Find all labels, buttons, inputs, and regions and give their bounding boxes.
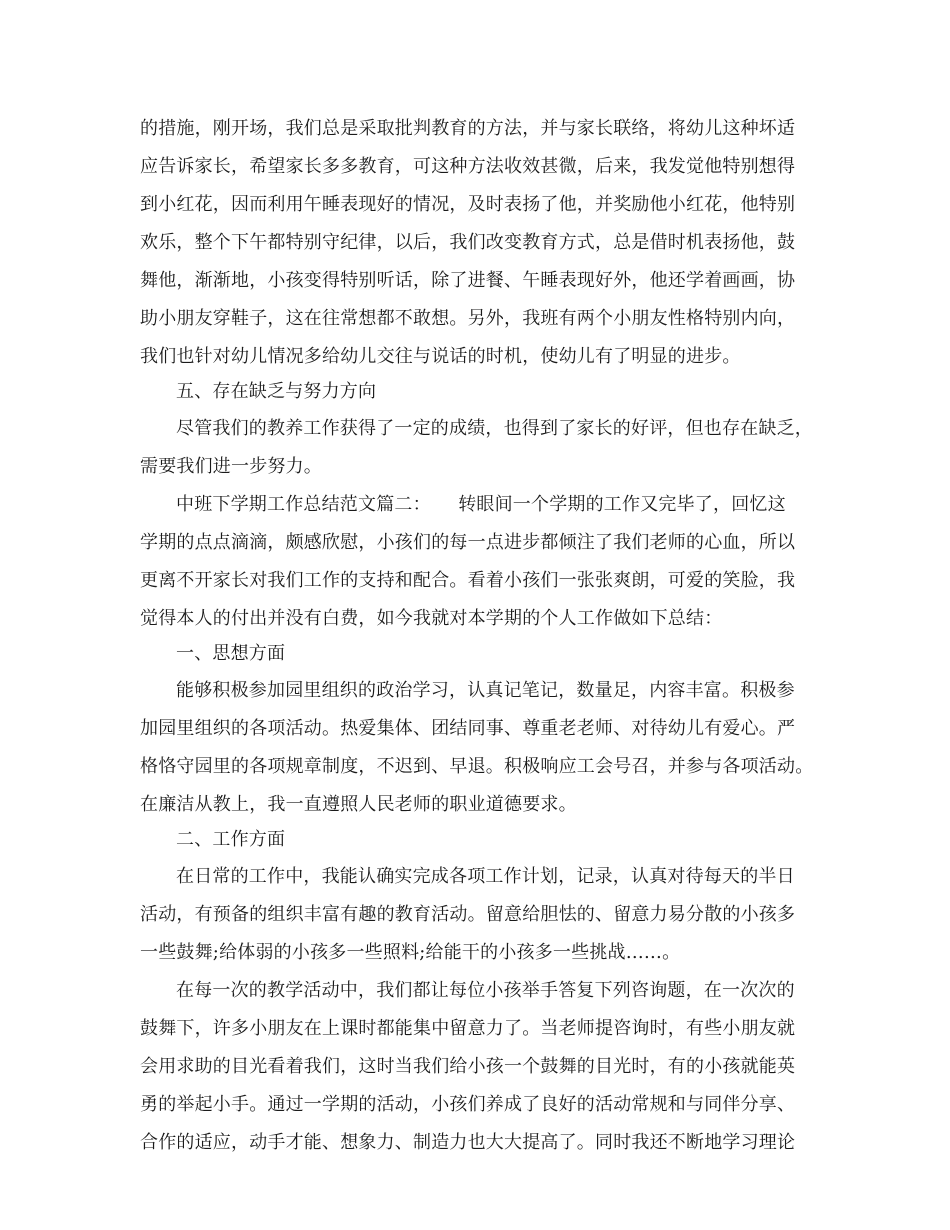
paragraph-line: 尽管我们的教养工作获得了一定的成绩，也得到了家长的好评，但也存在缺乏， (176, 418, 813, 439)
section-heading: 五、存在缺乏与努力方向 (176, 381, 377, 402)
paragraph-line: 助小朋友穿鞋子，这在往常想都不敢想。另外，我班有两个小朋友性格特别内向， (140, 308, 796, 329)
paragraph-line: 我们也针对幼儿情况多给幼儿交往与说话的时机，使幼儿有了明显的进步。 (140, 346, 741, 367)
paragraph-line: 在每一次的教学活动中，我们都让每位小孩举手答复下列咨询题，在一次次的 (176, 980, 795, 1001)
paragraph-line: 舞他，渐渐地，小孩变得特别听话，除了进餐、午睡表现好外，他还学着画画，协 (140, 270, 796, 291)
paragraph-line: 需要我们进一步努力。 (140, 456, 322, 477)
paragraph-line: 合作的适应，动手才能、想象力、制造力也大大提高了。同时我还不断地学习理论 (140, 1132, 796, 1153)
section-heading: 二、工作方面 (176, 829, 286, 850)
paragraph-line: 到小红花，因而利用午睡表现好的情况，及时表扬了他，并奖励他小红花，他特别 (140, 194, 796, 215)
paragraph-line: 学期的点点滴滴，颇感欣慰，小孩们的每一点进步都倾注了我们老师的心血，所以 (140, 532, 796, 553)
paragraph-line: 中班下学期工作总结范文篇二： 转眼间一个学期的工作又完毕了，回忆这 (176, 494, 786, 515)
paragraph-line: 能够积极参加园里组织的政治学习，认真记笔记，数量足，内容丰富。积极参 (176, 680, 795, 701)
paragraph-line: 鼓舞下，许多小朋友在上课时都能集中留意力了。当老师提咨询时，有些小朋友就 (140, 1018, 796, 1039)
paragraph-line: 的措施，刚开场，我们总是采取批判教育的方法，并与家长联络，将幼儿这种坏适 (140, 118, 796, 139)
paragraph-line: 觉得本人的付出并没有白费，如今我就对本学期的个人工作做如下总结： (140, 608, 723, 629)
paragraph-line: 应告诉家长，希望家长多多教育，可这种方法收效甚微，后来，我发觉他特别想得 (140, 156, 796, 177)
paragraph-line: 会用求助的目光看着我们，这时当我们给小孩一个鼓舞的目光时，有的小孩就能英 (140, 1056, 796, 1077)
section-heading: 一、思想方面 (176, 643, 286, 664)
paragraph-line: 一些鼓舞;给体弱的小孩多一些照料;给能干的小孩多一些挑战……。 (140, 942, 681, 963)
paragraph-line: 格恪守园里的各项规章制度，不迟到、早退。积极响应工会号召，并参与各项活动。 (140, 756, 814, 777)
paragraph-line: 在日常的工作中，我能认确实完成各项工作计划，记录，认真对待每天的半日 (176, 866, 795, 887)
paragraph-line: 活动，有预备的组织丰富有趣的教育活动。留意给胆怯的、留意力易分散的小孩多 (140, 904, 796, 925)
paragraph-line: 欢乐，整个下午都特别守纪律，以后，我们改变教育方式，总是借时机表扬他，鼓 (140, 232, 796, 253)
paragraph-line: 勇的举起小手。通过一学期的活动，小孩们养成了良好的活动常规和与同伴分享、 (140, 1094, 796, 1115)
paragraph-line: 在廉洁从教上，我一直遵照人民老师的职业道德要求。 (140, 794, 577, 815)
paragraph-line: 加园里组织的各项活动。热爱集体、团结同事、尊重老老师、对待幼儿有爱心。严 (140, 718, 796, 739)
paragraph-line: 更离不开家长对我们工作的支持和配合。看着小孩们一张张爽朗，可爱的笑脸，我 (140, 570, 796, 591)
